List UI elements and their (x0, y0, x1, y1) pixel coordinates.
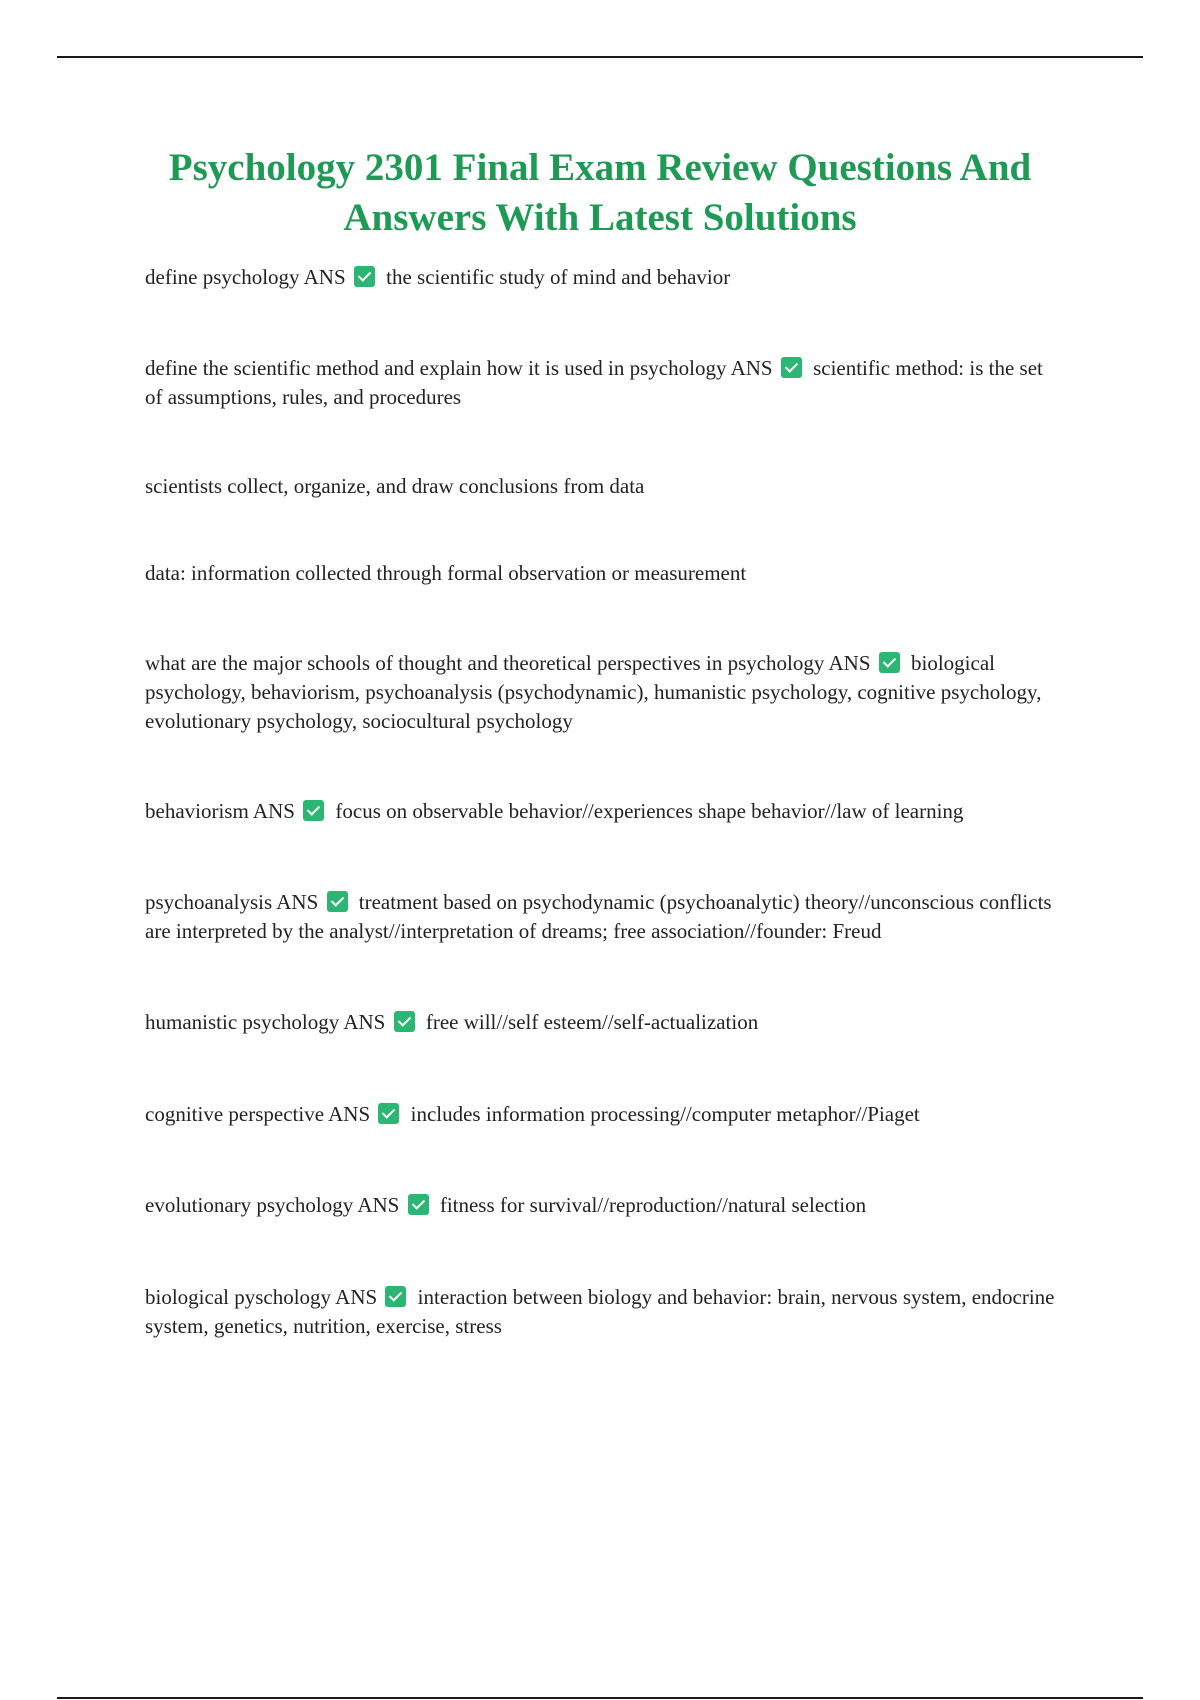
question-text: define psychology (145, 265, 300, 289)
check-box-icon (354, 266, 375, 287)
check-box-icon (394, 1011, 415, 1032)
answer-text: fitness for survival//reproduction//natural selection (439, 1193, 867, 1217)
ans-label: ANS (303, 265, 346, 289)
answer-text: biological psychology, behaviorism, psychoanalysis (psychodynamic), humanistic psychology, cognitive psychology, evolutionary psychology, sociocultural psychology (145, 651, 1042, 733)
text-paragraph: scientists collect, organize, and draw conclusions from data (145, 474, 645, 498)
qa-entry (145, 1283, 1065, 1341)
ans-label: ANS (335, 1285, 378, 1309)
ans-label: ANS (252, 799, 295, 823)
answer-text: treatment based on psychodynamic (psychoanalytic) theory//unconscious conflicts are interpreted by the analyst//interpretation of dreams; free association//founder: Freud (145, 890, 1052, 943)
check-box-icon (327, 891, 348, 912)
qa-entry (145, 888, 1065, 946)
ans-label: ANS (730, 356, 773, 380)
check-box-icon (408, 1194, 429, 1215)
check-box-icon (781, 357, 802, 378)
question-text: evolutionary psychology (145, 1193, 354, 1217)
ans-label: ANS (328, 1102, 371, 1126)
qa-entry (145, 1100, 1065, 1129)
question-text: what are the major schools of thought and theoretical perspectives in psychology (145, 651, 825, 675)
check-box-icon (378, 1103, 399, 1124)
answer-text: interaction between biology and behavior: brain, nervous system, endocrine system, genetics, nutrition, exercise, stress (145, 1285, 1055, 1338)
question-text: biological pyschology (145, 1285, 332, 1309)
ans-label: ANS (357, 1193, 400, 1217)
check-box-icon (879, 652, 900, 673)
answer-text: focus on observable behavior//experiences shape behavior//law of learning (335, 799, 964, 823)
document-title: Psychology 2301 Final Exam Review Questions And Answers With Latest Solutions (168, 146, 1032, 239)
answer-text: free will//self esteem//self-actualization (425, 1010, 759, 1034)
qa-entry (145, 1008, 1065, 1037)
question-text: humanistic psychology (145, 1010, 340, 1034)
bottom-rule (57, 1697, 1143, 1699)
top-rule (57, 56, 1143, 58)
answer-text: the scientific study of mind and behavior (386, 265, 731, 289)
text-paragraph: data: information collected through formal observation or measurement (145, 561, 747, 585)
question-text: psychoanalysis (145, 890, 273, 914)
ans-label: ANS (343, 1010, 386, 1034)
question-text: cognitive perspective (145, 1102, 325, 1126)
answer-text: includes information processing//computer metaphor//Piaget (410, 1102, 920, 1126)
check-box-icon (303, 800, 324, 821)
question-text: define the scientific method and explain how it is used in psychology (145, 356, 727, 380)
answer-text: scientific method: is the set of assumptions, rules, and procedures (145, 356, 1043, 409)
qa-entry (145, 649, 1065, 736)
qa-entry (145, 797, 1065, 826)
qa-entry (145, 354, 1065, 412)
qa-entry (145, 263, 1065, 292)
ans-label: ANS (276, 890, 319, 914)
check-box-icon (385, 1286, 406, 1307)
ans-label: ANS (828, 651, 871, 675)
question-text: behaviorism (145, 799, 249, 823)
qa-entry (145, 1191, 1065, 1220)
